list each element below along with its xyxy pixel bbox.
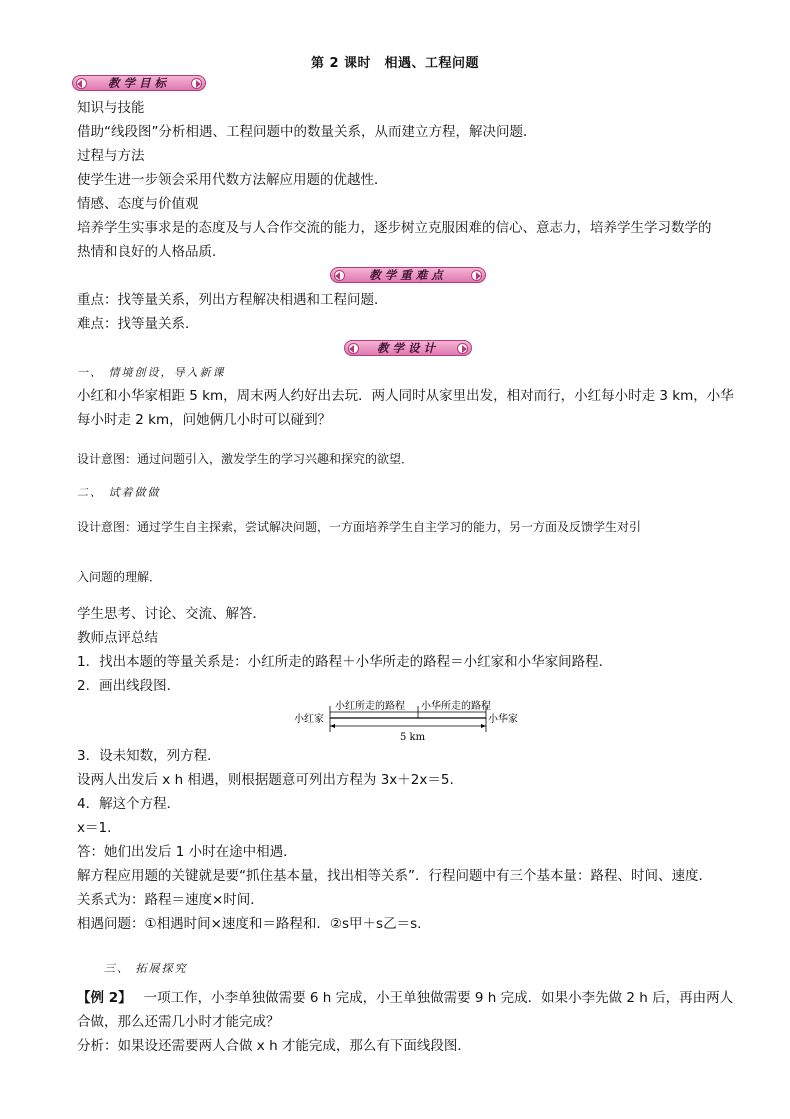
example-label: 【例 2】	[77, 990, 132, 1006]
objective-text-attitude-line1: 培养学生实事求是的态度及与人合作交流的能力，逐步树立克服困难的信心、意志力，培养学生学习数学的	[77, 220, 712, 236]
banner-design-label: 教学设计	[377, 341, 439, 355]
line-segment-diagram	[290, 698, 530, 744]
page-title: 第 2 课时 相遇、工程问题	[310, 56, 480, 71]
arrowhead-left-icon	[330, 724, 335, 728]
solution: x＝1.	[77, 820, 112, 836]
example-2-line1	[77, 988, 733, 1008]
diagram-seg1-label: 小红所走的路程	[335, 701, 405, 712]
arrow-left-icon	[349, 345, 354, 353]
step-1: 1．找出本题的等量关系是：小红所走的路程＋小华所走的路程＝小红家和小华家间路程．	[77, 654, 613, 670]
summary-line2: 关系式为：路程＝速度×时间．	[77, 892, 264, 908]
section2-line-teacher: 教师点评总结	[77, 630, 158, 646]
section1-problem-line1: 小红和小华家相距 5 km，周末两人约好出去玩．两人同时从家里出发，相对而行，小红每小时走 3 km，小华	[77, 388, 734, 404]
banner-key-points-label: 教学重难点	[369, 268, 447, 282]
key-point: 重点：找等量关系，列出方程解决相遇和工程问题．	[77, 292, 388, 308]
arrow-left-icon	[77, 80, 82, 88]
objective-text-process: 使学生进一步领会采用代数方法解应用题的优越性．	[77, 172, 388, 188]
step-3: 3．设未知数，列方程．	[77, 748, 221, 764]
banner-objectives-label: 教学目标	[108, 76, 170, 90]
arrow-right-icon	[476, 272, 481, 280]
objective-heading-knowledge: 知识与技能	[77, 100, 145, 116]
objective-heading-process: 过程与方法	[77, 148, 145, 164]
arrow-right-icon	[196, 80, 201, 88]
section2-line-discuss: 学生思考、讨论、交流、解答．	[77, 606, 266, 622]
step-2: 2．画出线段图．	[77, 678, 181, 694]
section3-heading: 三、 拓展探究	[104, 962, 188, 975]
section2-heading: 二、 试着做做	[77, 486, 161, 499]
diagram-left-label: 小红家	[294, 714, 324, 725]
step-4: 4．解这个方程．	[77, 796, 181, 812]
answer: 答：她们出发后 1 小时在途中相遇．	[77, 844, 297, 860]
example-2-line2: 合做，那么还需几小时才能完成？	[77, 1014, 280, 1030]
difficult-point: 难点：找等量关系．	[77, 316, 199, 332]
diagram-total-label: 5 km	[400, 732, 426, 743]
arrow-left-icon	[335, 272, 340, 280]
diagram-seg2-label: 小华所走的路程	[421, 701, 491, 712]
analysis: 分析：如果设还需要两人合做 x h 才能完成，那么有下面线段图．	[77, 1038, 471, 1054]
arrow-right-icon	[462, 345, 467, 353]
diagram-right-label: 小华家	[488, 714, 518, 725]
banner-objectives	[72, 74, 206, 92]
banner-design	[344, 339, 472, 357]
objective-text-attitude-line2: 热情和良好的人格品质．	[77, 244, 226, 260]
section2-design-intent-line1: 设计意图：通过学生自主探索，尝试解决问题，一方面培养学生自主学习的能力，另一方面及反馈学生对引	[77, 520, 642, 534]
step-3-equation: 设两人出发后 x h 相遇，则根据题意可列出方程为 3x＋2x＝5.	[77, 772, 454, 788]
section2-design-intent-line2: 入问题的理解．	[77, 570, 162, 584]
arrowhead-right-icon	[481, 724, 486, 728]
banner-key-points	[330, 266, 486, 284]
section1-heading: 一、 情境创设，导入新课	[77, 366, 226, 379]
summary-line3: 相遇问题：①相遇时间×速度和＝路程和．②s甲＋s乙＝s.	[77, 916, 422, 932]
section1-problem-line2: 每小时走 2 km，问她俩几小时可以碰到？	[77, 412, 332, 428]
example-2-text: 一项工作，小李单独做需要 6 h 完成，小王单独做需要 9 h 完成．如果小李先做 2 h 后，再由两人	[143, 990, 734, 1006]
summary-line1: 解方程应用题的关键就是要“抓住基本量，找出相等关系”．行程问题中有三个基本量：路程、时间、速度．	[77, 868, 712, 884]
objective-heading-attitude: 情感、态度与价值观	[77, 196, 199, 212]
section1-design-intent: 设计意图：通过问题引入，激发学生的学习兴趣和探究的欲望．	[77, 452, 414, 466]
objective-text-knowledge: 借助“线段图”分析相遇、工程问题中的数量关系，从而建立方程，解决问题．	[77, 124, 537, 140]
